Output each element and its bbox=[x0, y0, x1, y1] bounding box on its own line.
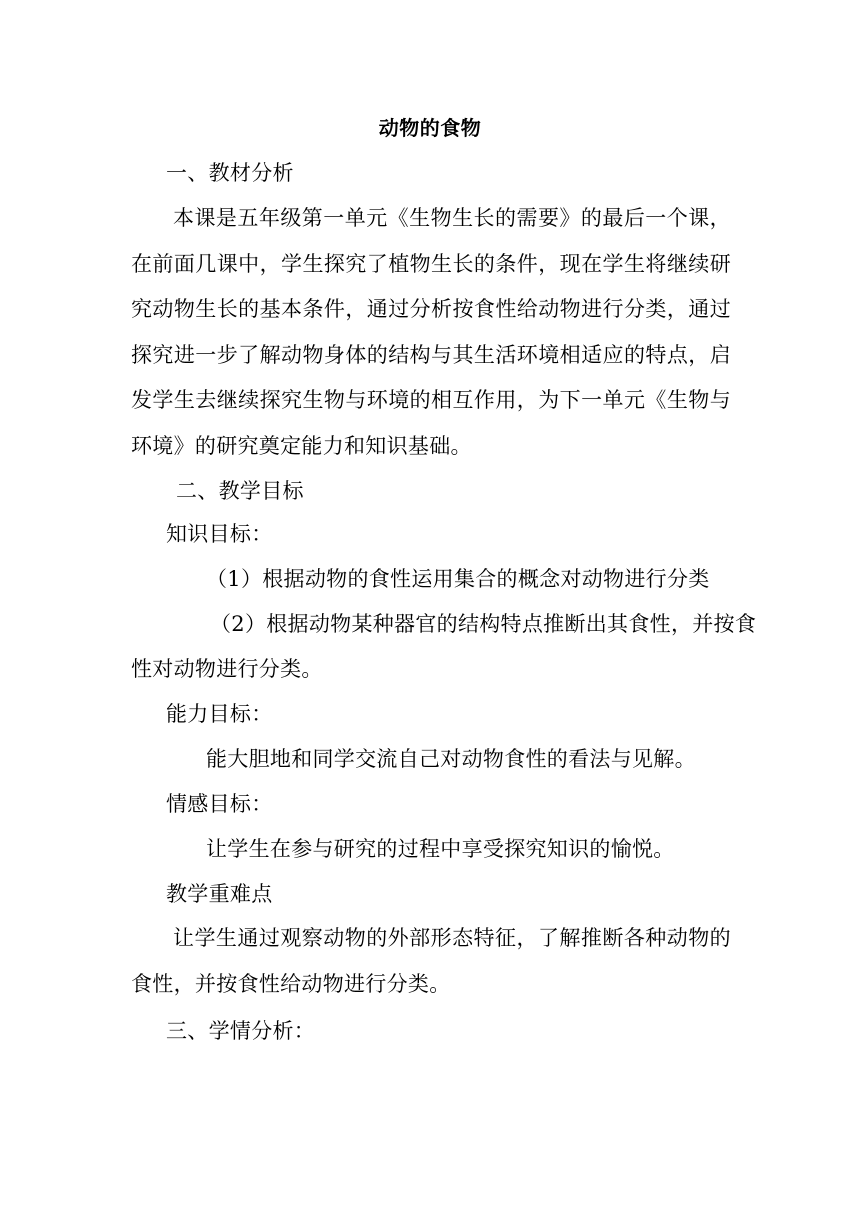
ability-goal-text: 能大胆地和同学交流自己对动物食性的看法与见解。 bbox=[206, 747, 696, 771]
knowledge-goal-item-1: （1）根据动物的食性运用集合的概念对动物进行分类 bbox=[206, 567, 710, 591]
key-points-paragraph: 让学生通过观察动物的外部形态特征，了解推断各种动物的食性，并按食性给动物进行分类。 bbox=[131, 926, 731, 996]
key-points-label: 教学重难点 bbox=[166, 882, 273, 906]
emotion-goal-text: 让学生在参与研究的过程中享受探究知识的愉悦。 bbox=[206, 837, 675, 861]
knowledge-goal-item-2-line-2: 性对动物进行分类。 bbox=[131, 657, 323, 681]
knowledge-goal-item-2-line-1: （2）根据动物某种器官的结构特点推断出其食性，并按食 bbox=[210, 612, 757, 636]
section-heading-student-analysis: 三、学情分析： bbox=[166, 1019, 316, 1043]
emotion-goal-label: 情感目标： bbox=[166, 792, 273, 816]
section-heading-textbook-analysis: 一、教材分析 bbox=[166, 161, 294, 185]
paragraph-textbook-analysis: 本课是五年级第一单元《生物生长的需要》的最后一个课，在前面几课中，学生探究了植物生长的条件，现在学生将继续研究动物生长的基本条件，通过分析按食性给动物进行分类，通过探究进一步了解动物身体的结构与其生活环境相适应的特点，启发学生去继续探究生物与环境的相互作用，为下一单元《生物与环境》的研究奠定能力和知识基础。 bbox=[131, 206, 731, 458]
document-title: 动物的食物 bbox=[378, 116, 482, 140]
knowledge-goal-label: 知识目标： bbox=[166, 522, 273, 546]
ability-goal-label: 能力目标： bbox=[166, 702, 273, 726]
section-heading-teaching-goals: 二、教学目标 bbox=[176, 479, 304, 503]
